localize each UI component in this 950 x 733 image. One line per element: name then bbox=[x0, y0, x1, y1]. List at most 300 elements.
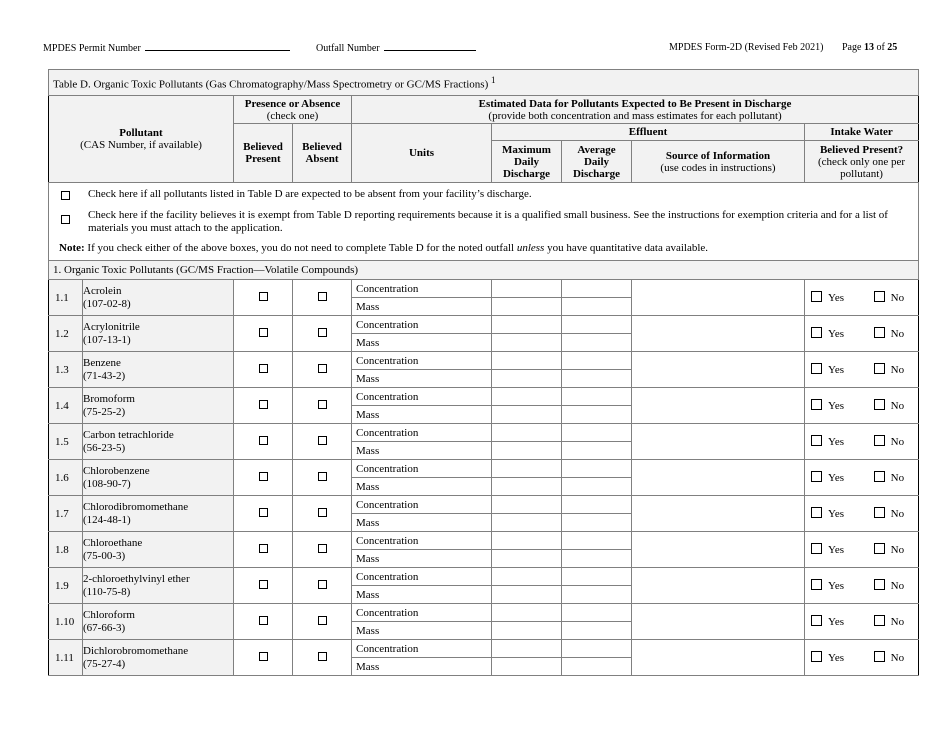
pollutant-name-cell bbox=[83, 604, 234, 640]
believed-present-checkbox[interactable] bbox=[259, 400, 268, 409]
units-concentration: Concentration bbox=[352, 532, 492, 550]
estimated-header bbox=[352, 96, 919, 124]
believed-present-checkbox[interactable] bbox=[259, 328, 268, 337]
pollutant-header-sub: (CAS Number, if available) bbox=[80, 139, 202, 151]
pollutant-cas: (67-66-3) bbox=[83, 621, 126, 634]
intake-believed-cell bbox=[805, 640, 919, 676]
avg-daily-concentration-input[interactable] bbox=[562, 568, 632, 586]
intake-yes-checkbox[interactable] bbox=[811, 651, 822, 662]
intake-yes[interactable] bbox=[811, 507, 844, 520]
units-concentration: Concentration bbox=[352, 496, 492, 514]
units-concentration: Concentration bbox=[352, 280, 492, 298]
units-mass: Mass bbox=[352, 586, 492, 604]
max-daily-concentration-input[interactable] bbox=[492, 460, 562, 478]
intake-no-label: No bbox=[890, 364, 905, 376]
max-daily-mass-input[interactable] bbox=[492, 442, 562, 460]
believed-absent-checkbox[interactable] bbox=[318, 472, 327, 481]
intake-no-label: No bbox=[890, 580, 905, 592]
source-header-label: Source of Information bbox=[665, 149, 771, 162]
permit-number-label: MPDES Permit Number bbox=[43, 43, 141, 54]
units-mass: Mass bbox=[352, 550, 492, 568]
intake-no-checkbox[interactable] bbox=[874, 615, 885, 626]
believed-present-cell bbox=[234, 640, 293, 676]
believed-q-header bbox=[805, 141, 919, 183]
check-exempt-text: Check here if the facility believes it is exempt from Table D reporting requirements because it is a qualified small business. See the instructions for exemption criteria and for a list of materials you must attach to the application. bbox=[88, 209, 888, 234]
avg-daily-label: Average Daily Discharge bbox=[572, 143, 621, 180]
intake-yes[interactable] bbox=[811, 435, 844, 448]
intake-yes[interactable] bbox=[811, 615, 844, 628]
believed-absent-cell bbox=[293, 640, 352, 676]
believed-absent-checkbox[interactable] bbox=[318, 544, 327, 553]
effluent-header bbox=[492, 124, 805, 141]
page-current: 13 bbox=[863, 42, 874, 53]
max-daily-concentration-input[interactable] bbox=[492, 388, 562, 406]
outfall-number-input[interactable] bbox=[384, 42, 476, 51]
pollutant-cas: (107-02-8) bbox=[83, 297, 131, 310]
believed-absent-cell bbox=[293, 280, 352, 316]
effluent-header-label: Effluent bbox=[628, 126, 668, 138]
source-info-input[interactable] bbox=[632, 568, 805, 604]
intake-yes-checkbox[interactable] bbox=[811, 579, 822, 590]
max-daily-concentration-input[interactable] bbox=[492, 280, 562, 298]
intake-no-checkbox[interactable] bbox=[874, 399, 885, 410]
permit-number-input[interactable] bbox=[145, 42, 290, 51]
check-exempt-row bbox=[49, 203, 919, 237]
intake-no[interactable] bbox=[874, 579, 904, 592]
intake-no-label: No bbox=[890, 400, 905, 412]
believed-present-checkbox[interactable] bbox=[259, 292, 268, 301]
pollutant-cas: (124-48-1) bbox=[83, 513, 131, 526]
max-daily-mass-input[interactable] bbox=[492, 658, 562, 676]
avg-daily-concentration-input[interactable] bbox=[562, 388, 632, 406]
pollutant-name: Bromoform bbox=[83, 392, 135, 405]
intake-believed-cell bbox=[805, 280, 919, 316]
believed-absent-cell bbox=[293, 532, 352, 568]
avg-daily-mass-input[interactable] bbox=[562, 478, 632, 496]
avg-daily-mass-input[interactable] bbox=[562, 406, 632, 424]
units-concentration: Concentration bbox=[352, 424, 492, 442]
note-text-a: If you check either of the above boxes, you do not need to complete Table D for the noted outfall bbox=[87, 242, 515, 254]
units-concentration: Concentration bbox=[352, 352, 492, 370]
pollutant-row bbox=[49, 640, 919, 658]
intake-yes[interactable] bbox=[811, 363, 844, 376]
units-concentration: Concentration bbox=[352, 388, 492, 406]
note-label: Note: bbox=[59, 242, 85, 254]
intake-yes[interactable] bbox=[811, 651, 844, 664]
max-daily-concentration-input[interactable] bbox=[492, 640, 562, 658]
pollutant-name: Acrylonitrile bbox=[83, 320, 140, 333]
outfall-number-label: Outfall Number bbox=[316, 43, 380, 54]
max-daily-concentration-input[interactable] bbox=[492, 496, 562, 514]
avg-daily-header bbox=[562, 141, 632, 183]
intake-no-checkbox[interactable] bbox=[874, 363, 885, 374]
presence-header-sub: (check one) bbox=[266, 109, 319, 122]
note-row bbox=[49, 237, 919, 261]
believed-present-cell bbox=[234, 424, 293, 460]
table-title-row bbox=[49, 70, 919, 96]
intake-believed-cell bbox=[805, 460, 919, 496]
max-daily-concentration-input[interactable] bbox=[492, 568, 562, 586]
page-of: of bbox=[876, 42, 885, 53]
intake-options bbox=[811, 327, 914, 340]
max-daily-mass-input[interactable] bbox=[492, 514, 562, 532]
intake-options bbox=[811, 651, 914, 664]
intake-no-checkbox[interactable] bbox=[874, 579, 885, 590]
intake-no-checkbox[interactable] bbox=[874, 327, 885, 338]
avg-daily-mass-input[interactable] bbox=[562, 298, 632, 316]
intake-no[interactable] bbox=[874, 615, 904, 628]
source-info-input[interactable] bbox=[632, 316, 805, 352]
pollutant-row bbox=[49, 316, 919, 334]
believed-absent-label: Believed Absent bbox=[302, 141, 342, 165]
intake-believed-cell bbox=[805, 532, 919, 568]
check-all-absent-row bbox=[49, 183, 919, 204]
source-info-input[interactable] bbox=[632, 532, 805, 568]
section-1-title: 1. Organic Toxic Pollutants (GC/MS Fraction—Volatile Compounds) bbox=[49, 261, 919, 280]
believed-absent-checkbox[interactable] bbox=[318, 508, 327, 517]
intake-yes-label: Yes bbox=[828, 364, 845, 376]
title-footnote: 1 bbox=[491, 74, 496, 85]
pollutant-header bbox=[49, 96, 234, 183]
check-exempt-cell bbox=[49, 203, 919, 237]
pollutant-name: Carbon tetrachloride bbox=[83, 428, 174, 441]
source-info-input[interactable] bbox=[632, 496, 805, 532]
avg-daily-concentration-input[interactable] bbox=[562, 532, 632, 550]
source-header bbox=[632, 141, 805, 183]
estimated-header-label: Estimated Data for Pollutants Expected to Be Present in Discharge bbox=[478, 97, 792, 110]
pollutant-number: 1.9 bbox=[49, 568, 83, 604]
believed-absent-header bbox=[293, 124, 352, 183]
avg-daily-concentration-input[interactable] bbox=[562, 640, 632, 658]
intake-yes-checkbox[interactable] bbox=[811, 435, 822, 446]
source-info-input[interactable] bbox=[632, 280, 805, 316]
intake-believed-cell bbox=[805, 496, 919, 532]
believed-absent-checkbox[interactable] bbox=[318, 652, 327, 661]
intake-yes[interactable] bbox=[811, 543, 844, 556]
believed-present-header bbox=[234, 124, 293, 183]
intake-yes-label: Yes bbox=[828, 436, 845, 448]
note-text-em: unless bbox=[516, 242, 545, 254]
pollutant-name: Dichlorobromomethane bbox=[83, 644, 189, 657]
pollutant-name: Chlorobenzene bbox=[83, 464, 150, 477]
believed-absent-cell bbox=[293, 460, 352, 496]
source-info-input[interactable] bbox=[632, 352, 805, 388]
pollutant-number: 1.8 bbox=[49, 532, 83, 568]
intake-no[interactable] bbox=[874, 651, 904, 664]
pollutant-cas: (110-75-8) bbox=[83, 585, 131, 598]
pollutant-name-cell bbox=[83, 280, 234, 316]
intake-options bbox=[811, 543, 914, 556]
avg-daily-mass-input[interactable] bbox=[562, 586, 632, 604]
pollutant-row bbox=[49, 280, 919, 298]
pollutant-name: Chloroform bbox=[83, 608, 135, 621]
note-text-b: you have quantitative data available. bbox=[547, 242, 709, 254]
intake-yes[interactable] bbox=[811, 399, 844, 412]
max-daily-concentration-input[interactable] bbox=[492, 424, 562, 442]
believed-present-checkbox[interactable] bbox=[259, 580, 268, 589]
max-daily-mass-input[interactable] bbox=[492, 370, 562, 388]
intake-no[interactable] bbox=[874, 291, 904, 304]
units-concentration: Concentration bbox=[352, 316, 492, 334]
intake-yes-checkbox[interactable] bbox=[811, 615, 822, 626]
pollutant-cas: (75-27-4) bbox=[83, 657, 126, 670]
pollutant-number: 1.10 bbox=[49, 604, 83, 640]
intake-believed-cell bbox=[805, 316, 919, 352]
units-concentration: Concentration bbox=[352, 568, 492, 586]
intake-yes-checkbox[interactable] bbox=[811, 507, 822, 518]
section-1-row bbox=[49, 261, 919, 280]
intake-no[interactable] bbox=[874, 399, 904, 412]
believed-present-checkbox[interactable] bbox=[259, 472, 268, 481]
pollutant-name-cell bbox=[83, 460, 234, 496]
intake-believed-cell bbox=[805, 352, 919, 388]
intake-no[interactable] bbox=[874, 363, 904, 376]
believed-present-checkbox[interactable] bbox=[259, 364, 268, 373]
units-header bbox=[352, 124, 492, 183]
max-daily-label: Maximum Daily Discharge bbox=[502, 143, 551, 180]
believed-absent-checkbox[interactable] bbox=[318, 580, 327, 589]
units-header-label: Units bbox=[408, 147, 435, 159]
intake-options bbox=[811, 507, 914, 520]
max-daily-mass-input[interactable] bbox=[492, 622, 562, 640]
intake-options bbox=[811, 615, 914, 628]
source-info-input[interactable] bbox=[632, 388, 805, 424]
pollutant-cas: (108-90-7) bbox=[83, 477, 131, 490]
estimated-header-sub: (provide both concentration and mass estimates for each pollutant) bbox=[488, 109, 782, 122]
believed-present-cell bbox=[234, 604, 293, 640]
pollutant-rows bbox=[49, 280, 919, 676]
intake-yes-checkbox[interactable] bbox=[811, 327, 822, 338]
intake-no-checkbox[interactable] bbox=[874, 435, 885, 446]
intake-no-label: No bbox=[890, 328, 905, 340]
intake-yes-checkbox[interactable] bbox=[811, 363, 822, 374]
source-info-input[interactable] bbox=[632, 640, 805, 676]
intake-believed-cell bbox=[805, 388, 919, 424]
intake-no-checkbox[interactable] bbox=[874, 651, 885, 662]
units-mass: Mass bbox=[352, 658, 492, 676]
pollutant-row bbox=[49, 424, 919, 442]
pollutant-cas: (71-43-2) bbox=[83, 369, 126, 382]
intake-no[interactable] bbox=[874, 435, 904, 448]
believed-absent-cell bbox=[293, 604, 352, 640]
header-row-1 bbox=[49, 96, 919, 124]
intake-options bbox=[811, 291, 914, 304]
units-mass: Mass bbox=[352, 622, 492, 640]
max-daily-mass-input[interactable] bbox=[492, 298, 562, 316]
pollutant-row bbox=[49, 532, 919, 550]
intake-no[interactable] bbox=[874, 327, 904, 340]
max-daily-mass-input[interactable] bbox=[492, 406, 562, 424]
avg-daily-concentration-input[interactable] bbox=[562, 316, 632, 334]
pollutant-cas: (56-23-5) bbox=[83, 441, 126, 454]
intake-yes[interactable] bbox=[811, 291, 844, 304]
check-exempt bbox=[53, 203, 914, 237]
intake-no-label: No bbox=[890, 292, 905, 304]
max-daily-mass-input[interactable] bbox=[492, 550, 562, 568]
intake-yes-label: Yes bbox=[828, 328, 845, 340]
intake-believed-cell bbox=[805, 604, 919, 640]
intake-no-checkbox[interactable] bbox=[874, 507, 885, 518]
believed-absent-cell bbox=[293, 352, 352, 388]
units-concentration: Concentration bbox=[352, 640, 492, 658]
intake-yes-checkbox[interactable] bbox=[811, 471, 822, 482]
pollutant-row bbox=[49, 352, 919, 370]
note bbox=[53, 237, 914, 260]
pollutant-row bbox=[49, 460, 919, 478]
note-cell bbox=[49, 237, 919, 261]
form-name: MPDES Form-2D (Revised Feb 2021) bbox=[669, 42, 824, 53]
intake-header-label: Intake Water bbox=[830, 126, 893, 138]
pollutant-number: 1.5 bbox=[49, 424, 83, 460]
check-all-absent-cell bbox=[49, 183, 919, 204]
pollutant-row bbox=[49, 604, 919, 622]
intake-yes-label: Yes bbox=[828, 292, 845, 304]
intake-yes-label: Yes bbox=[828, 400, 845, 412]
units-concentration: Concentration bbox=[352, 604, 492, 622]
table-title-text: Table D. Organic Toxic Pollutants (Gas Chromatography/Mass Spectrometry or GC/MS Fractions) bbox=[53, 78, 489, 91]
intake-yes[interactable] bbox=[811, 579, 844, 592]
avg-daily-concentration-input[interactable] bbox=[562, 604, 632, 622]
avg-daily-concentration-input[interactable] bbox=[562, 460, 632, 478]
max-daily-mass-input[interactable] bbox=[492, 334, 562, 352]
intake-yes-label: Yes bbox=[828, 652, 845, 664]
table-d bbox=[48, 69, 919, 676]
pollutant-number: 1.1 bbox=[49, 280, 83, 316]
intake-yes-label: Yes bbox=[828, 616, 845, 628]
intake-yes[interactable] bbox=[811, 327, 844, 340]
believed-absent-checkbox[interactable] bbox=[318, 364, 327, 373]
intake-no-checkbox[interactable] bbox=[874, 291, 885, 302]
believed-present-cell bbox=[234, 352, 293, 388]
intake-yes-label: Yes bbox=[828, 472, 845, 484]
pollutant-row bbox=[49, 496, 919, 514]
pollutant-cas: (107-13-1) bbox=[83, 333, 131, 346]
avg-daily-concentration-input[interactable] bbox=[562, 496, 632, 514]
units-mass: Mass bbox=[352, 442, 492, 460]
intake-no-checkbox[interactable] bbox=[874, 543, 885, 554]
outfall-number-field bbox=[316, 42, 476, 54]
avg-daily-mass-input[interactable] bbox=[562, 334, 632, 352]
intake-no-label: No bbox=[890, 472, 905, 484]
believed-present-cell bbox=[234, 532, 293, 568]
units-mass: Mass bbox=[352, 406, 492, 424]
intake-no-label: No bbox=[890, 652, 905, 664]
avg-daily-mass-input[interactable] bbox=[562, 658, 632, 676]
avg-daily-mass-input[interactable] bbox=[562, 370, 632, 388]
pollutant-cas: (75-00-3) bbox=[83, 549, 126, 562]
max-daily-header bbox=[492, 141, 562, 183]
max-daily-concentration-input[interactable] bbox=[492, 352, 562, 370]
max-daily-concentration-input[interactable] bbox=[492, 316, 562, 334]
believed-present-cell bbox=[234, 316, 293, 352]
intake-options bbox=[811, 471, 914, 484]
max-daily-concentration-input[interactable] bbox=[492, 604, 562, 622]
believed-present-cell bbox=[234, 460, 293, 496]
intake-no[interactable] bbox=[874, 507, 904, 520]
believed-present-checkbox[interactable] bbox=[259, 652, 268, 661]
check-all-absent-text: Check here if all pollutants listed in Table D are expected to be absent from your facility’s discharge. bbox=[88, 188, 532, 200]
pollutant-header-label: Pollutant bbox=[119, 127, 163, 139]
intake-no-checkbox[interactable] bbox=[874, 471, 885, 482]
intake-believed-cell bbox=[805, 568, 919, 604]
believed-present-checkbox[interactable] bbox=[259, 508, 268, 517]
permit-number-field bbox=[43, 42, 290, 54]
believed-present-label: Believed Present bbox=[243, 141, 283, 165]
intake-yes-label: Yes bbox=[828, 508, 845, 520]
believed-absent-cell bbox=[293, 496, 352, 532]
pollutant-number: 1.3 bbox=[49, 352, 83, 388]
pollutant-number: 1.7 bbox=[49, 496, 83, 532]
believed-absent-checkbox[interactable] bbox=[318, 616, 327, 625]
max-daily-concentration-input[interactable] bbox=[492, 532, 562, 550]
avg-daily-concentration-input[interactable] bbox=[562, 280, 632, 298]
source-info-input[interactable] bbox=[632, 424, 805, 460]
intake-options bbox=[811, 399, 914, 412]
pollutant-name: Chlorodibromomethane bbox=[83, 500, 189, 513]
pollutant-number: 1.4 bbox=[49, 388, 83, 424]
pollutant-name: Benzene bbox=[83, 356, 121, 369]
intake-yes-checkbox[interactable] bbox=[811, 399, 822, 410]
check-exempt-checkbox[interactable] bbox=[61, 215, 70, 224]
believed-present-cell bbox=[234, 496, 293, 532]
intake-no[interactable] bbox=[874, 543, 904, 556]
believed-absent-checkbox[interactable] bbox=[318, 436, 327, 445]
check-all-absent-checkbox[interactable] bbox=[61, 191, 70, 200]
intake-yes[interactable] bbox=[811, 471, 844, 484]
believed-present-checkbox[interactable] bbox=[259, 616, 268, 625]
units-mass: Mass bbox=[352, 370, 492, 388]
believed-present-checkbox[interactable] bbox=[259, 544, 268, 553]
pollutant-name-cell bbox=[83, 532, 234, 568]
avg-daily-concentration-input[interactable] bbox=[562, 424, 632, 442]
source-info-input[interactable] bbox=[632, 604, 805, 640]
intake-yes-checkbox[interactable] bbox=[811, 543, 822, 554]
avg-daily-mass-input[interactable] bbox=[562, 514, 632, 532]
page-prefix: Page bbox=[842, 42, 862, 53]
intake-no-label: No bbox=[890, 436, 905, 448]
pollutant-name-cell bbox=[83, 640, 234, 676]
max-daily-mass-input[interactable] bbox=[492, 586, 562, 604]
units-concentration: Concentration bbox=[352, 460, 492, 478]
avg-daily-mass-input[interactable] bbox=[562, 442, 632, 460]
presence-header-label: Presence or Absence bbox=[244, 97, 341, 110]
pollutant-row bbox=[49, 568, 919, 586]
pollutant-name: Chloroethane bbox=[83, 536, 143, 549]
max-daily-mass-input[interactable] bbox=[492, 478, 562, 496]
intake-no[interactable] bbox=[874, 471, 904, 484]
table-title bbox=[49, 70, 919, 96]
believed-present-cell bbox=[234, 280, 293, 316]
intake-options bbox=[811, 579, 914, 592]
pollutant-name-cell bbox=[83, 424, 234, 460]
intake-believed-cell bbox=[805, 424, 919, 460]
avg-daily-mass-input[interactable] bbox=[562, 622, 632, 640]
avg-daily-concentration-input[interactable] bbox=[562, 352, 632, 370]
pollutant-name-cell bbox=[83, 388, 234, 424]
believed-absent-checkbox[interactable] bbox=[318, 292, 327, 301]
believed-present-checkbox[interactable] bbox=[259, 436, 268, 445]
believed-absent-checkbox[interactable] bbox=[318, 328, 327, 337]
avg-daily-mass-input[interactable] bbox=[562, 550, 632, 568]
source-info-input[interactable] bbox=[632, 460, 805, 496]
page-number bbox=[842, 42, 897, 53]
check-all-absent bbox=[53, 183, 914, 203]
units-mass: Mass bbox=[352, 334, 492, 352]
intake-yes-checkbox[interactable] bbox=[811, 291, 822, 302]
believed-absent-checkbox[interactable] bbox=[318, 400, 327, 409]
pollutant-name: Acrolein bbox=[83, 284, 122, 297]
page-total: 25 bbox=[887, 42, 898, 53]
